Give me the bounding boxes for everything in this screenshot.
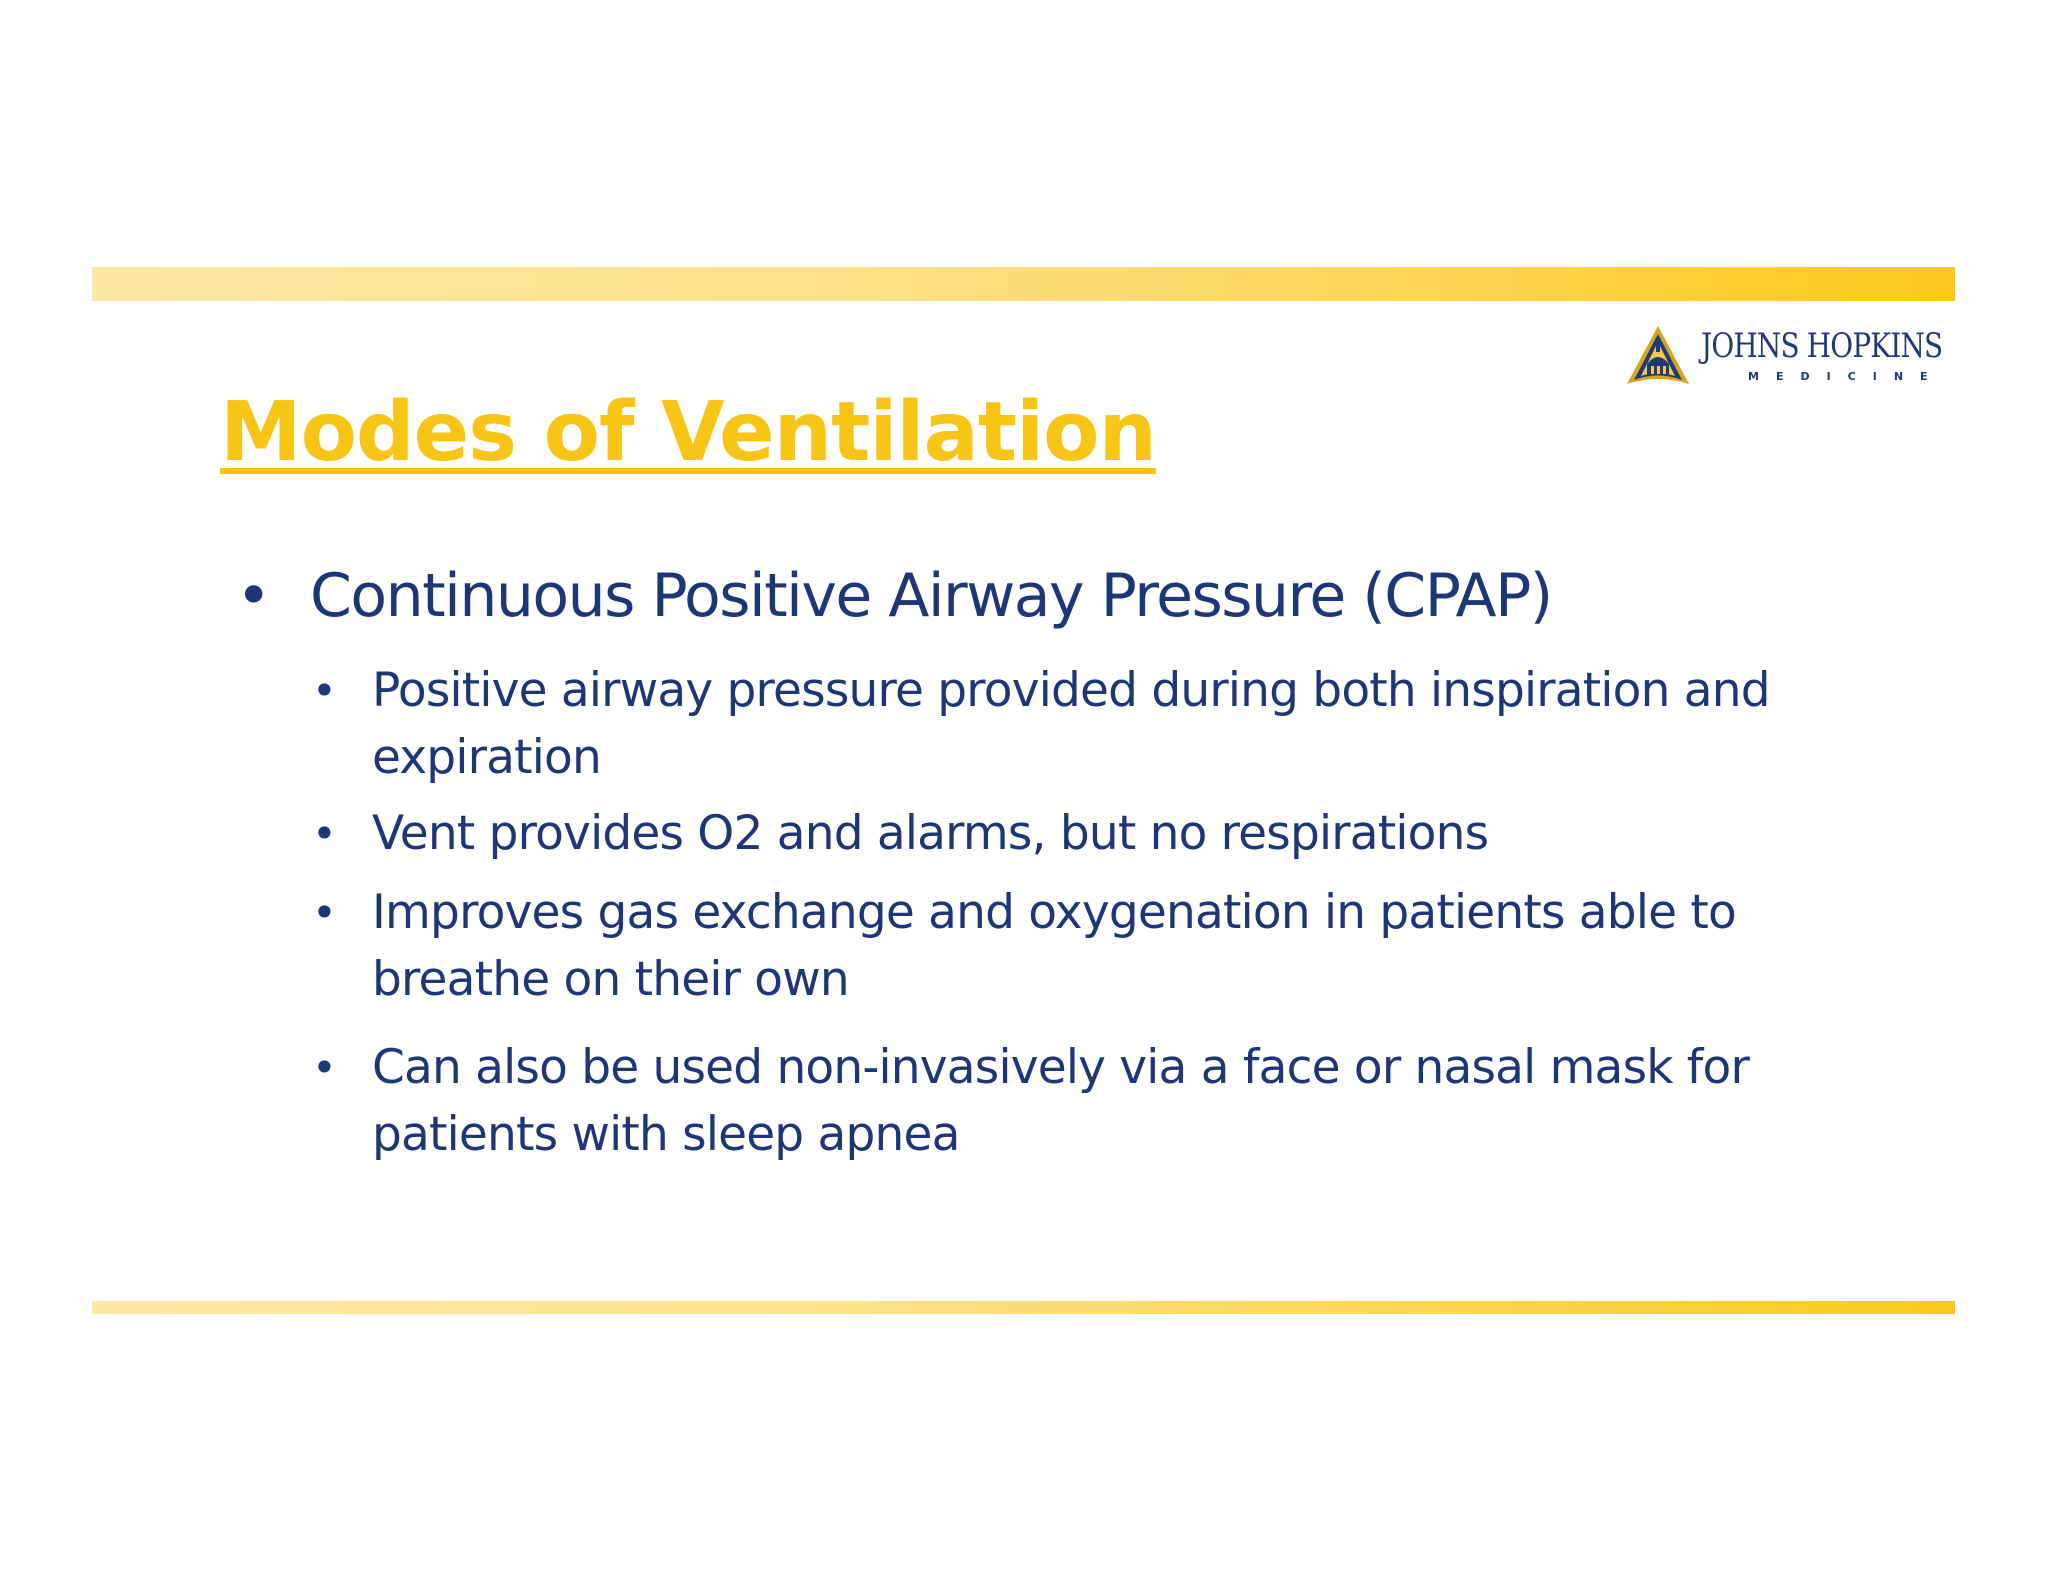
bullet-marker: • xyxy=(312,809,336,858)
bullet-marker: • xyxy=(236,561,270,631)
sub-bullet-line: Can also be used non-invasively via a face or nasal mask for xyxy=(372,1040,1750,1095)
dome-shield-icon xyxy=(1625,324,1691,390)
logo-name: JOHNS HOPKINS xyxy=(1701,326,1943,366)
main-bullet-text: Continuous Positive Airway Pressure (CPAP) xyxy=(310,561,1552,631)
sub-bullet-text xyxy=(372,800,1852,867)
sub-bullet-text xyxy=(372,1034,1852,1168)
sub-bullet-text xyxy=(372,879,1852,1013)
bullet-marker: • xyxy=(312,666,336,715)
sub-bullet-line: breathe on their own xyxy=(372,952,849,1007)
bullet-marker: • xyxy=(312,1043,336,1092)
sub-bullet-line: Improves gas exchange and oxygenation in patients able to xyxy=(372,885,1736,940)
bullet-marker: • xyxy=(312,888,336,937)
logo-subtitle: MEDICINE xyxy=(1748,370,1945,383)
sub-bullet-line: Positive airway pressure provided during both inspiration and xyxy=(372,663,1770,718)
sub-bullet-line: patients with sleep apnea xyxy=(372,1107,960,1162)
johns-hopkins-logo xyxy=(1625,322,1945,388)
sub-bullet-line: expiration xyxy=(372,730,601,785)
bottom-accent-bar xyxy=(92,1301,1955,1314)
sub-bullet-text xyxy=(372,657,1852,791)
sub-bullet-line: Vent provides O2 and alarms, but no respirations xyxy=(372,806,1489,861)
top-accent-bar xyxy=(92,267,1955,301)
slide-title: Modes of Ventilation xyxy=(220,385,1156,480)
